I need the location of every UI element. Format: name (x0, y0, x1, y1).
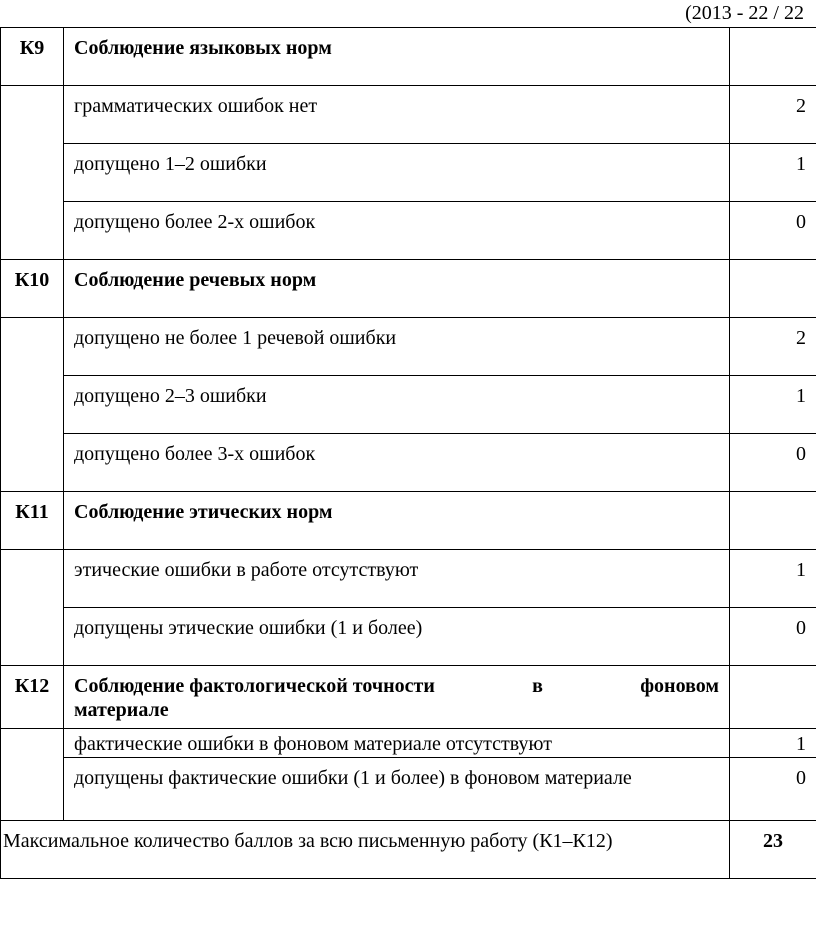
empty-code-cell (1, 550, 64, 666)
table-row (1, 144, 816, 202)
section-header-row (1, 492, 816, 550)
criterion-description: допущены этические ошибки (1 и более) (64, 608, 730, 666)
total-score: 23 (730, 821, 816, 879)
criterion-title-part: материале (74, 699, 169, 721)
criterion-description: допущено более 2-х ошибок (64, 202, 730, 260)
criterion-description: допущено более 3-х ошибок (64, 434, 730, 492)
criterion-code: К12 (1, 666, 64, 729)
criterion-code: К11 (1, 492, 64, 550)
score-value: 0 (730, 202, 816, 260)
score-value: 0 (730, 608, 816, 666)
table-row (1, 202, 816, 260)
empty-code-cell (1, 729, 64, 821)
criterion-code: К10 (1, 260, 64, 318)
score-value: 1 (730, 729, 816, 758)
criterion-description: грамматических ошибок нет (64, 86, 730, 144)
criterion-title-part: фоновом (640, 675, 719, 697)
score-value: 2 (730, 86, 816, 144)
criterion-description: допущено 2–3 ошибки (64, 376, 730, 434)
empty-score-cell (730, 666, 816, 729)
score-value: 2 (730, 318, 816, 376)
table-row (1, 318, 816, 376)
section-header-row (1, 28, 816, 86)
page-reference: (2013 - 22 / 22 (685, 2, 804, 24)
criterion-description: фактические ошибки в фоновом материале отсутствуют (64, 729, 730, 758)
score-value: 1 (730, 376, 816, 434)
total-label: Максимальное количество баллов за всю письменную работу (К1–К12) (1, 821, 730, 879)
criterion-description: допущено 1–2 ошибки (64, 144, 730, 202)
criterion-title: Соблюдение языковых норм (64, 28, 730, 86)
criteria-table (0, 27, 816, 879)
criterion-title-part: Соблюдение фактологической точности (74, 675, 435, 697)
criterion-description: этические ошибки в работе отсутствуют (64, 550, 730, 608)
table-row (1, 758, 816, 821)
table-row (1, 86, 816, 144)
table-row (1, 729, 816, 758)
empty-score-cell (730, 28, 816, 86)
score-value: 1 (730, 550, 816, 608)
empty-code-cell (1, 318, 64, 492)
table-row (1, 608, 816, 666)
criterion-title-part: в (532, 675, 543, 697)
criterion-title: Соблюдение речевых норм (64, 260, 730, 318)
criterion-title (64, 666, 730, 729)
empty-score-cell (730, 260, 816, 318)
criterion-description: допущены фактические ошибки (1 и более) в фоновом материале (64, 758, 730, 821)
table-row (1, 376, 816, 434)
criterion-description: допущено не более 1 речевой ошибки (64, 318, 730, 376)
table-row (1, 550, 816, 608)
empty-score-cell (730, 492, 816, 550)
table-row (1, 434, 816, 492)
empty-code-cell (1, 86, 64, 260)
score-value: 0 (730, 434, 816, 492)
section-header-row (1, 666, 816, 729)
criterion-code: К9 (1, 28, 64, 86)
criterion-title: Соблюдение этических норм (64, 492, 730, 550)
score-value: 1 (730, 144, 816, 202)
section-header-row (1, 260, 816, 318)
total-row (1, 821, 816, 879)
score-value: 0 (730, 758, 816, 821)
